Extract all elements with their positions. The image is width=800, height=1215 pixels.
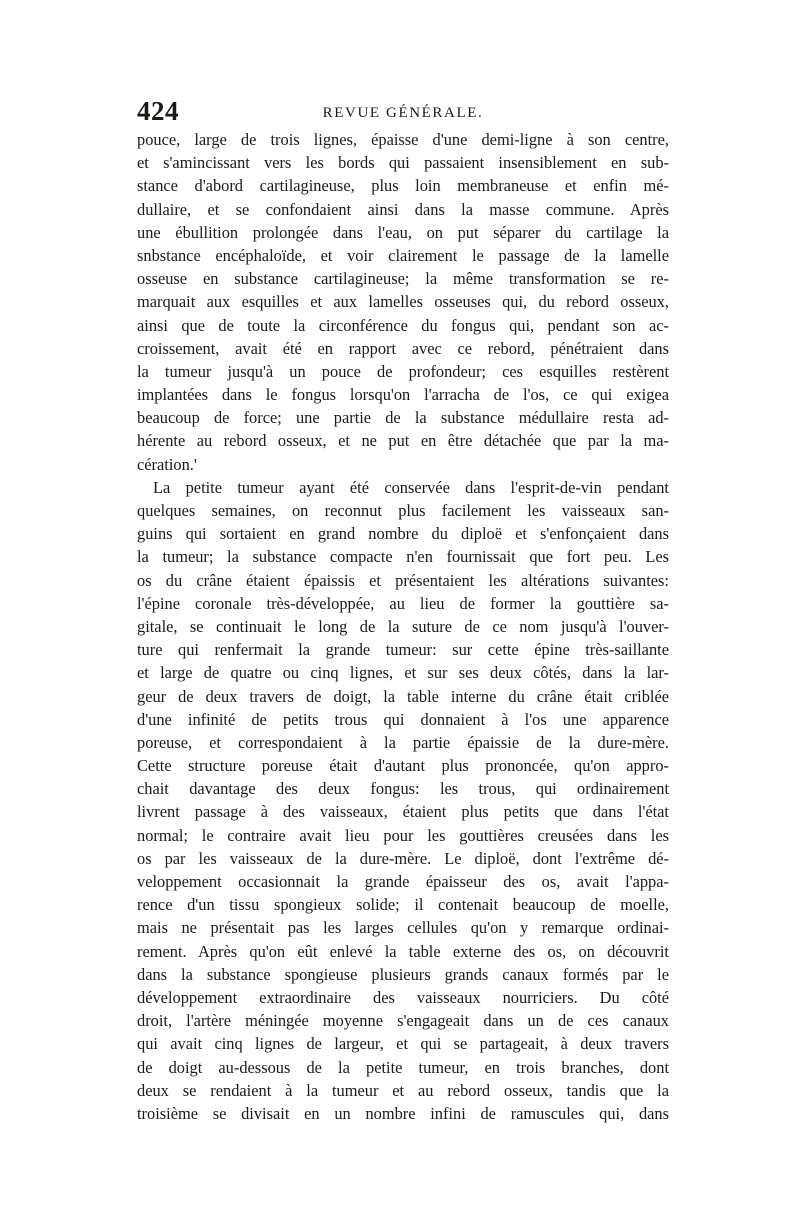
- text-line: mais ne présentait pas les larges cellules qu'on y remarque ordinai-: [137, 918, 669, 938]
- text-line: rement. Après qu'on eût enlevé la table externe des os, on découvrit: [137, 941, 669, 961]
- text-line: d'une infinité de petits trous qui donnaient à l'os une apparence: [137, 709, 669, 729]
- text-line: rence d'un tissu spongieux solide; il contenait beaucoup de moelle,: [137, 895, 669, 915]
- text-line: livrent passage à des vaisseaux, étaient plus petits que dans l'état: [137, 802, 669, 822]
- text-line: dullaire, et se confondaient ainsi dans la masse commune. Après: [137, 199, 669, 219]
- text-line: troisième se divisait en un nombre infini de ramuscules qui, dans: [137, 1103, 669, 1123]
- text-line: chait davantage des deux fongus: les trous, qui ordinairement: [137, 779, 669, 799]
- page-number: 424: [137, 96, 179, 126]
- page-header: [137, 96, 669, 130]
- text-line: la tumeur; la substance compacte n'en fournissait que fort peu. Les: [137, 547, 669, 567]
- text-line: snbstance encéphaloïde, et voir clairement le passage de la lamelle: [137, 245, 669, 265]
- text-line: de doigt au-dessous de la petite tumeur, en trois branches, dont: [137, 1057, 669, 1077]
- text-line: cération.': [137, 454, 197, 474]
- text-line: veloppement occasionnait la grande épaisseur des os, avait l'appa-: [137, 872, 669, 891]
- text-line: os par les vaisseaux de la dure-mère. Le diploë, dont l'extrême dé-: [137, 848, 669, 868]
- text-line: l'épine coronale très-développée, au lieu de former la gouttière sa-: [137, 593, 669, 613]
- text-line: beaucoup de force; une partie de la substance médullaire resta ad-: [137, 408, 669, 428]
- text-line: deux se rendaient à la tumeur et au rebord osseux, tandis que la: [137, 1080, 669, 1100]
- paragraph: [137, 128, 669, 476]
- text-line: la tumeur jusqu'à un pouce de profondeur; ces esquilles restèrent: [137, 361, 669, 381]
- running-head: REVUE GÉNÉRALE.: [322, 105, 484, 121]
- text-line: une ébullition prolongée dans l'eau, on put séparer du cartilage la: [137, 222, 669, 242]
- text-line: guins qui sortaient en grand nombre du diploë et s'enfonçaient dans: [137, 524, 669, 544]
- text-line: qui avait cinq lignes de largeur, et qui se partageait, à deux travers: [137, 1034, 669, 1054]
- text-line: et s'amincissant vers les bords qui passaient insensiblement en sub-: [137, 153, 669, 173]
- text-line: Cette structure poreuse était d'autant plus prononcée, qu'on appro-: [137, 756, 669, 776]
- text-line: hérente au rebord osseux, et ne put en être détachée que par la ma-: [137, 431, 669, 451]
- text-line: et large de quatre ou cinq lignes, et sur ses deux côtés, dans la lar-: [137, 663, 669, 683]
- paragraph: [137, 476, 669, 1125]
- text-line: stance d'abord cartilagineuse, plus loin membraneuse et enfin mé-: [137, 176, 669, 196]
- text-line: La petite tumeur ayant été conservée dans l'esprit-de-vin pendant: [153, 477, 669, 497]
- text-line: marquait aux esquilles et aux lamelles osseuses qui, du rebord osseux,: [137, 292, 669, 312]
- text-line: droit, l'artère méningée moyenne s'engageait dans un de ces canaux: [137, 1011, 669, 1031]
- text-line: os du crâne étaient épaissis et présentaient les altérations suivantes:: [137, 570, 669, 590]
- text-line: ture qui renfermait la grande tumeur: sur cette épine très-saillante: [137, 640, 669, 660]
- body-text: [137, 128, 669, 1125]
- text-line: geur de deux travers de doigt, la table interne du crâne était criblée: [137, 686, 669, 706]
- text-line: dans la substance spongieuse plusieurs grands canaux formés par le: [137, 964, 669, 984]
- text-line: normal; le contraire avait lieu pour les gouttières creusées dans les: [137, 825, 669, 845]
- text-line: implantées dans le fongus lorsqu'on l'arracha de l'os, ce qui exigea: [137, 385, 669, 405]
- text-line: ainsi que de toute la circonférence du fongus qui, pendant son ac-: [137, 315, 669, 335]
- text-line: développement extraordinaire des vaisseaux nourriciers. Du côté: [137, 987, 669, 1007]
- text-line: poreuse, et correspondaient à la partie épaissie de la dure-mère.: [137, 732, 669, 752]
- text-line: croissement, avait été en rapport avec ce rebord, pénétraient dans: [137, 338, 669, 358]
- text-line: pouce, large de trois lignes, épaisse d'une demi-ligne à son centre,: [137, 130, 669, 149]
- text-line: quelques semaines, on reconnut plus facilement les vaisseaux san-: [137, 501, 669, 520]
- text-line: gitale, se continuait le long de la suture de ce nom jusqu'à l'ouver-: [137, 616, 669, 636]
- text-line: osseuse en substance cartilagineuse; la même transformation se re-: [137, 269, 669, 289]
